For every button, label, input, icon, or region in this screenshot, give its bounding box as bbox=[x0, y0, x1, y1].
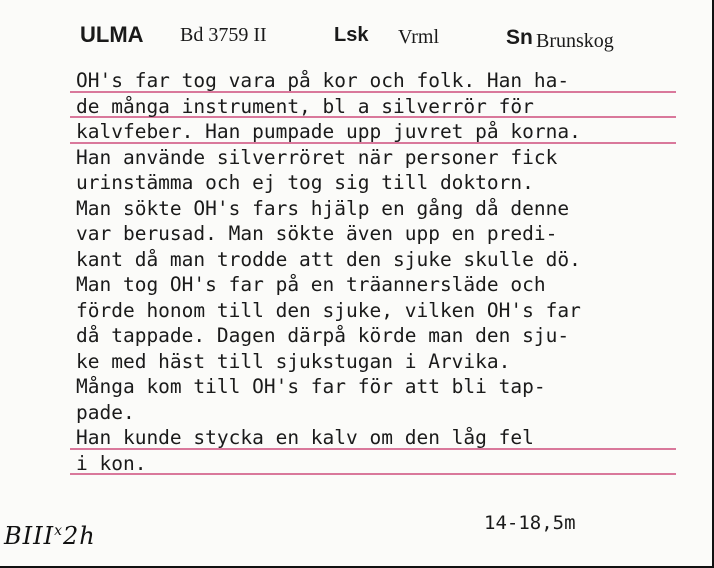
text-line bbox=[76, 119, 676, 145]
text-line bbox=[76, 196, 676, 222]
province-label: Vrml bbox=[398, 26, 440, 48]
page-reference: 14-18,5m bbox=[484, 512, 576, 534]
parish-prefix: Sn bbox=[506, 26, 533, 49]
text-line-content: kant då man trodde att den sjuke skulle dö. bbox=[76, 247, 581, 271]
archive-name: ULMA bbox=[80, 22, 144, 47]
underline-mark bbox=[70, 473, 676, 475]
card-body-text bbox=[76, 68, 676, 476]
text-line-content: var berusad. Man sökte även upp en predi- bbox=[76, 222, 558, 245]
text-line bbox=[76, 323, 676, 349]
text-line bbox=[76, 221, 676, 247]
text-line bbox=[76, 374, 676, 400]
text-line bbox=[76, 451, 676, 477]
volume-reference: Bd 3759 II bbox=[180, 24, 267, 46]
text-line-content: de många instrument, bl a silverrör för bbox=[76, 94, 534, 118]
text-line bbox=[76, 298, 676, 324]
text-line-content: urinstämma och ej tog sig till doktorn. bbox=[76, 171, 534, 194]
handwritten-code: BIII$^x$2h bbox=[4, 522, 96, 550]
text-line-content: OH's far tog vara på kor och folk. Han ha- bbox=[76, 69, 570, 92]
lsk-label: Lsk bbox=[334, 24, 369, 46]
text-line-content: förde honom till den sjuke, vilken OH's far bbox=[76, 298, 581, 322]
text-line-content: ke med häst till sjukstugan i Arvika. bbox=[76, 349, 511, 373]
text-line-content: kalvfeber. Han pumpade upp juvret på korna. bbox=[76, 120, 581, 143]
text-line-content: Många kom till OH's far för att bli tap- bbox=[76, 375, 546, 398]
text-line bbox=[76, 68, 676, 94]
parish-name: Brunskog bbox=[536, 30, 614, 52]
text-line-content: Man tog OH's far på en träannersläde och bbox=[76, 273, 546, 296]
text-line-content: Han använde silverröret när personer fick bbox=[76, 145, 558, 169]
text-line-content: då tappade. Dagen därpå körde man den sju- bbox=[76, 324, 570, 347]
text-line bbox=[76, 349, 676, 375]
text-line bbox=[76, 400, 676, 426]
text-line-content: Man sökte OH's fars hjälp en gång då denne bbox=[76, 196, 570, 220]
text-line-content: i kon. bbox=[76, 451, 147, 475]
text-line bbox=[76, 272, 676, 298]
text-line bbox=[76, 145, 676, 171]
text-line-content: Han kunde stycka en kalv om den låg fel bbox=[76, 426, 534, 449]
text-line bbox=[76, 247, 676, 273]
text-line bbox=[76, 170, 676, 196]
text-line bbox=[76, 425, 676, 451]
text-line bbox=[76, 94, 676, 120]
text-line-content: pade. bbox=[76, 400, 135, 424]
